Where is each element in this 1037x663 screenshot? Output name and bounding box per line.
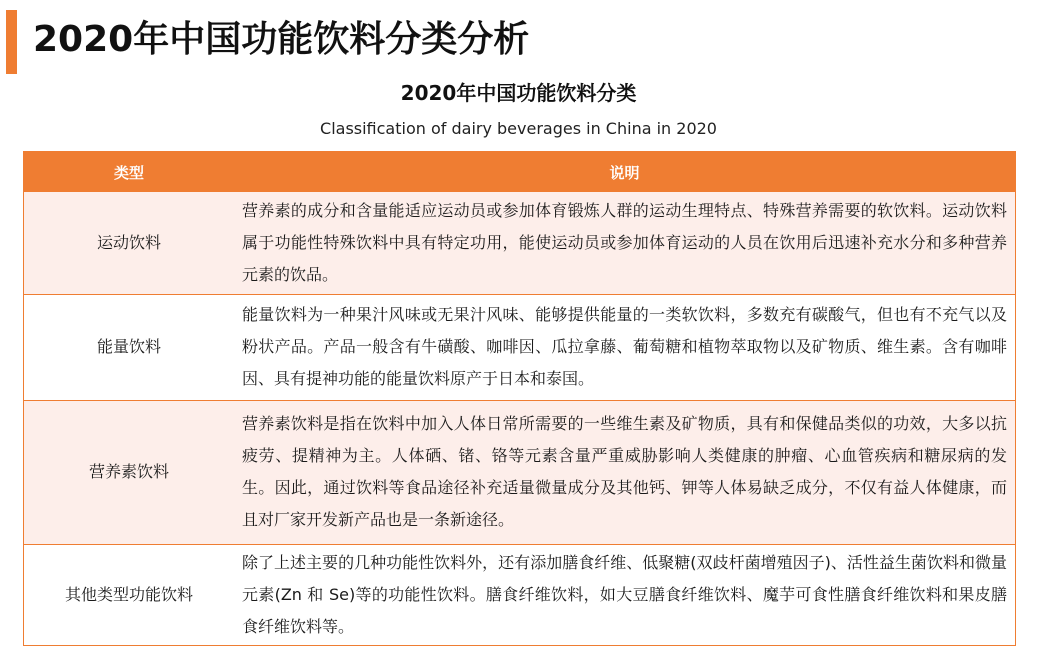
column-header-description: 说明 bbox=[234, 152, 1015, 192]
table-row bbox=[24, 400, 1015, 544]
type-cell: 营养素饮料 bbox=[24, 400, 234, 544]
type-cell: 运动饮料 bbox=[24, 192, 234, 294]
description-cell: 营养素的成分和含量能适应运动员或参加体育锻炼人群的运动生理特点、特殊营养需要的软饮料。运动饮料属于功能性特殊饮料中具有特定功用，能使运动员或参加体育运动的人员在饮用后迅速补充水分和多种营养元素的饮品。 bbox=[234, 192, 1015, 294]
classification-table bbox=[23, 151, 1016, 646]
type-cell: 其他类型功能饮料 bbox=[24, 544, 234, 645]
table-header-row bbox=[24, 152, 1015, 192]
type-cell: 能量饮料 bbox=[24, 294, 234, 400]
column-header-type: 类型 bbox=[24, 152, 234, 192]
description-cell: 营养素饮料是指在饮料中加入人体日常所需要的一些维生素及矿物质，具有和保健品类似的功效，大多以抗疲劳、提精神为主。人体硒、锗、铬等元素含量严重威胁影响人类健康的肿瘤、心血管疾病和糖尿病的发生。因此，通过饮料等食品途径补充适量微量成分及其他钙、钾等人体易缺乏成分，不仅有益人体健康，而且对厂家开发新产品也是一条新途径。 bbox=[234, 400, 1015, 544]
page-title: 2020年中国功能饮料分类分析 bbox=[33, 19, 530, 60]
title-accent-bar bbox=[6, 10, 17, 74]
table-row bbox=[24, 544, 1015, 645]
description-cell: 除了上述主要的几种功能性饮料外，还有添加膳食纤维、低聚糖(双歧杆菌增殖因子)、活性益生菌饮料和微量元素(Zn 和 Se)等的功能性饮料。膳食纤维饮料，如大豆膳食纤维饮料、魔芋可食性膳食纤维饮料和果皮膳食纤维饮料等。 bbox=[234, 544, 1015, 645]
description-cell: 能量饮料为一种果汁风味或无果汁风味、能够提供能量的一类软饮料，多数充有碳酸气，但也有不充气以及粉状产品。产品一般含有牛磺酸、咖啡因、瓜拉拿藤、葡萄糖和植物萃取物以及矿物质、维生素。含有咖啡因、具有提神功能的能量饮料原产于日本和泰国。 bbox=[234, 294, 1015, 400]
table-row bbox=[24, 294, 1015, 400]
table-title: 2020年中国功能饮料分类 bbox=[400, 81, 637, 105]
table-row bbox=[24, 192, 1015, 294]
table-subtitle: Classification of dairy beverages in China in 2020 bbox=[320, 119, 717, 138]
